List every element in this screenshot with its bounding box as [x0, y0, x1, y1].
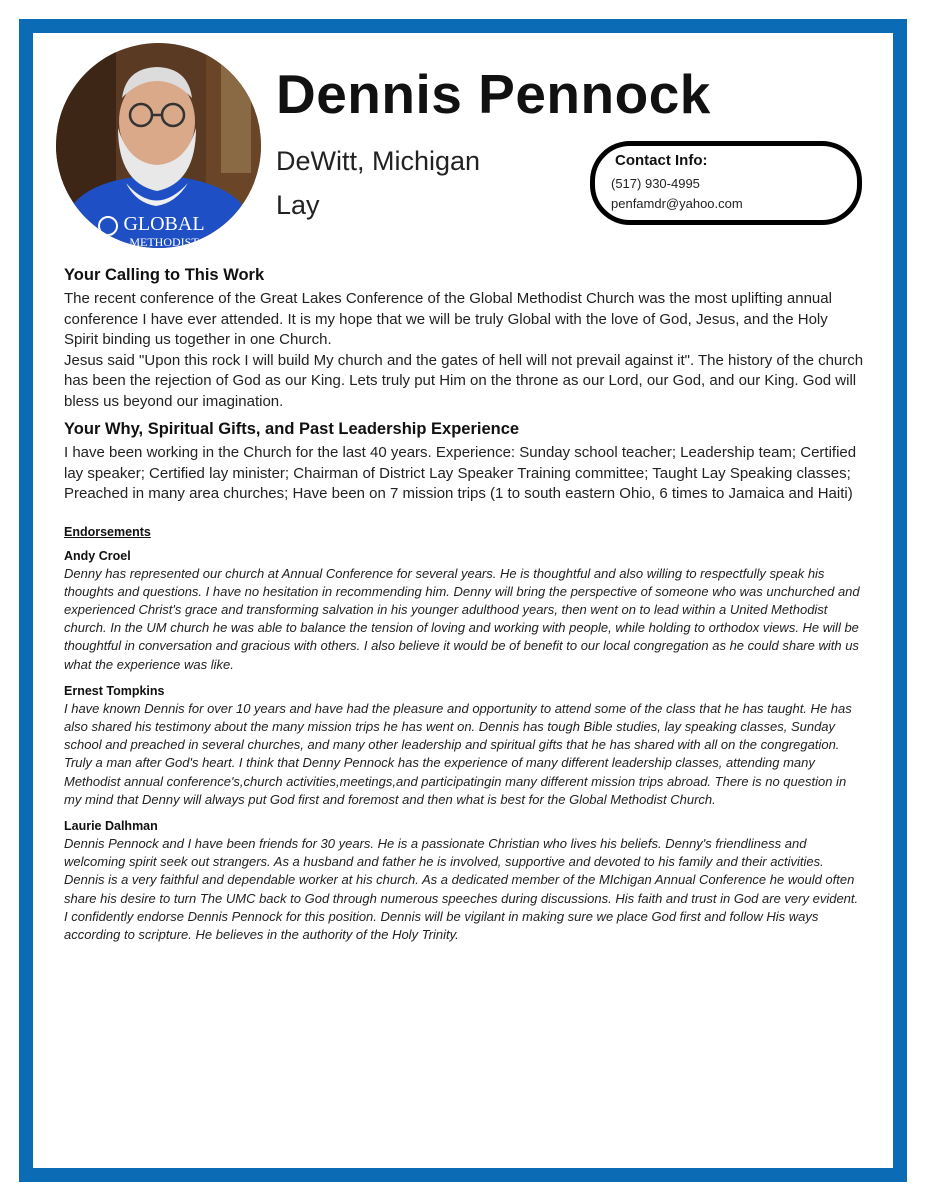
endorser-name: Andy Croel	[64, 548, 131, 563]
endorsement-quote: Dennis Pennock and I have been friends for 30 years. He is a passionate Christian who lives his beliefs. Denny's friendliness and welcoming spirit seek out strangers. As a husband and father he is involved, supportive and devoted to his family and their activities. Dennis is a very faithful and dependable worker at his church. As a dedicated member of the MIchigan Annual Conference he would often share his desire to turn The UMC back to God through numerous speeches during discussions. His faith and trust in God are very evident. I confidently endorse Dennis Pennock for this position. Dennis will be vigilant in making sure we place God first and follow His ways according to scripture. He believes in the authority of the Holy Trinity.	[64, 835, 859, 942]
endorsement-quote: I have known Dennis for over 10 years and have had the pleasure and opportunity to attend some of the class that he has taught. He has also shared his testimony about the many mission trips he has went on. Dennis has tough Bible studies, lay speaking classes, Sunday school and preached in several churches, and many other leadership and spiritual gifts that he has shared with all on the congregation. Truly a man after God's heart. I think that Denny Pennock has the experience of many different leadership classes, attending many Methodist annual conference's,church activities,meetings,and participatingin many different mission trips abroad. There is no question in my mind that Denny will always put God first and foremost and then what is best for the Global Methodist Church.	[64, 700, 852, 807]
endorsement-quote: Denny has represented our church at Annual Conference for several years. He is thoughtful and also willing to respectfully speak his thoughts and questions. I have no hesitation in recommending him. Denny will bring the perspective of someone who was unchurched and experienced Christ's grace and transforming salvation in his younger adulthood years, then went on to lead within a United Methodist church. In the UM church he was able to balance the tension of loving and working with people, while holding to orthodox views. He will be thoughtful in conversation and gracious with others. I also believe it would be of benefit to our local congregation as he could share with us what the experience was like.	[64, 565, 860, 672]
why-title: Your Why, Spiritual Gifts, and Past Leadership Experience	[64, 420, 520, 438]
endorsement-item	[64, 684, 864, 809]
why-body: I have been working in the Church for the last 40 years. Experience: Sunday school teacher; Leadership team; Certified lay speaker; Certified lay minister; Chairman of District Lay Speaker Training committee; Taught Lay Speaking classes; Preached in many area churches; Have been on 7 mission trips (1 to south eastern Ohio, 6 times to Jamaica and Haiti)	[64, 444, 857, 502]
calling-paragraph-1: The recent conference of the Great Lakes Conference of the Global Methodist Church was the most uplifting annual conference I have ever attended. It is my hope that we will be truly Global with the love of God, Jesus, and the Holy Spirit binding us together in one Church.	[64, 290, 832, 348]
main-content	[64, 266, 864, 944]
why-section	[64, 420, 864, 505]
endorsement-item	[64, 549, 864, 674]
calling-paragraph-2: Jesus said "Upon this rock I will build My church and the gates of hell will not prevail against it". The history of the church has been the rejection of God as our King. Lets truly put Him on the throne as our Lord, our God, and our King. God will bless us beyond our imagination.	[64, 351, 864, 410]
candidate-location: DeWitt, Michigan	[276, 146, 481, 176]
endorser-name: Ernest Tompkins	[64, 683, 165, 698]
contact-info-box	[590, 141, 862, 225]
shirt-text-line1: GLOBAL	[123, 213, 205, 235]
profile-photo	[56, 43, 261, 248]
calling-title: Your Calling to This Work	[64, 266, 265, 284]
portrait-icon	[56, 43, 261, 248]
shirt-text-line2: METHODIST	[129, 235, 199, 248]
contact-title: Contact Info:	[615, 152, 708, 169]
calling-body	[64, 289, 864, 412]
endorsements-section	[64, 525, 864, 945]
candidate-name: Dennis Pennock	[276, 63, 711, 125]
endorser-name: Laurie Dalhman	[64, 818, 158, 833]
contact-email: penfamdr@yahoo.com	[611, 196, 743, 211]
endorsements-heading: Endorsements	[64, 524, 151, 539]
contact-phone: (517) 930-4995	[611, 176, 700, 191]
candidate-role: Lay	[276, 190, 320, 220]
endorsement-item	[64, 819, 864, 944]
calling-section	[64, 266, 864, 412]
